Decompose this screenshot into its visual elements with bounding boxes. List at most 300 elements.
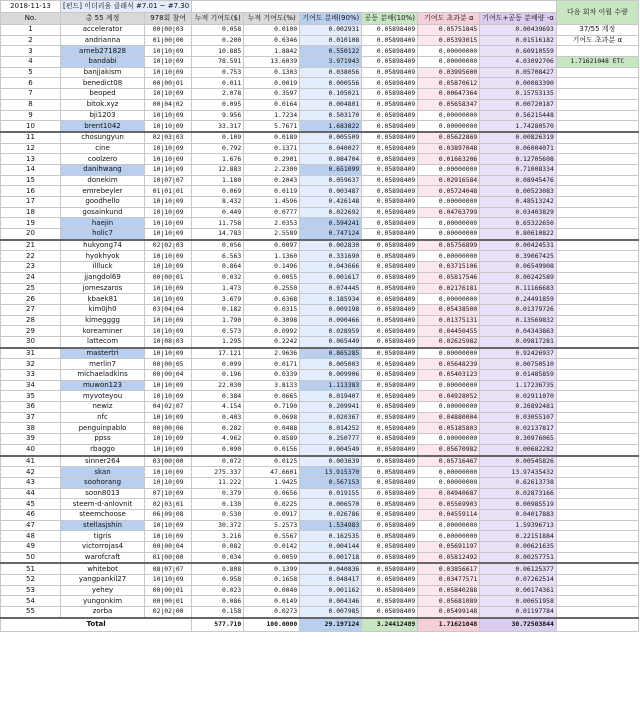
col-cum-pct[interactable]: 누적 기여도(%) — [244, 13, 300, 25]
cell-cum-usd[interactable]: 0.095 — [192, 99, 244, 110]
cell-cum-pct[interactable]: 0.0315 — [244, 304, 300, 315]
cell-cum-pct[interactable]: 0.0059 — [244, 552, 300, 563]
cell-combined[interactable]: 0.39067425 — [480, 251, 557, 262]
cell-excess[interactable]: 0.05185803 — [418, 423, 480, 434]
cell-common-share[interactable]: 0.05898409 — [362, 348, 418, 359]
cell-cum-usd[interactable]: 0.032 — [192, 272, 244, 283]
cell-cum-pct[interactable]: 0.3098 — [244, 315, 300, 326]
col-contrib-share[interactable]: 기여도 분배(90%) — [300, 13, 362, 25]
cell-excess[interactable]: 0.05658347 — [418, 99, 480, 110]
cell-no[interactable]: 47 — [1, 520, 61, 531]
cell-excess[interactable]: 0.05569903 — [418, 499, 480, 510]
cell-account[interactable]: kimegggg — [61, 315, 145, 326]
cell-excess[interactable]: 0.04450455 — [418, 326, 480, 337]
cell-attendance[interactable]: 10|10|09 — [145, 89, 192, 100]
cell-attendance[interactable]: 10|07|07 — [145, 175, 192, 186]
cell-cum-pct[interactable]: 0.0171 — [244, 359, 300, 370]
cell-cum-pct[interactable]: 0.0917 — [244, 509, 300, 520]
cell-combined[interactable]: 0.92426937 — [480, 348, 557, 359]
cell-no[interactable]: 23 — [1, 262, 61, 273]
cell-excess[interactable]: 0.05870612 — [418, 78, 480, 89]
cell-attendance[interactable]: 10|10|09 — [145, 283, 192, 294]
cell-contrib-share[interactable]: 0.250777 — [300, 434, 362, 445]
cell-account[interactable]: hukyong74 — [61, 240, 145, 251]
cell-cum-usd[interactable]: 30.372 — [192, 520, 244, 531]
cell-excess[interactable]: 0.05648239 — [418, 359, 480, 370]
cell-cum-usd[interactable]: 1.790 — [192, 315, 244, 326]
cell-excess[interactable]: 0.00000000 — [418, 531, 480, 542]
cell-excess[interactable]: 0.00000000 — [418, 46, 480, 57]
cell-excess[interactable]: 0.00000000 — [418, 348, 480, 359]
cell-excess[interactable]: 0.01375131 — [418, 315, 480, 326]
cell-common-share[interactable]: 0.05898409 — [362, 78, 418, 89]
cell-combined[interactable]: 1.59396713 — [480, 520, 557, 531]
cell-cum-pct[interactable]: 0.1496 — [244, 262, 300, 273]
cell-combined[interactable]: 0.05708427 — [480, 67, 557, 78]
cell-cum-pct[interactable]: 5.7671 — [244, 121, 300, 132]
cell-account[interactable]: haejin — [61, 218, 145, 229]
cell-cum-pct[interactable]: 0.0698 — [244, 412, 300, 423]
cell-excess[interactable]: 0.03995600 — [418, 67, 480, 78]
cell-common-share[interactable]: 0.05898409 — [362, 89, 418, 100]
cell-cum-pct[interactable]: 2.9636 — [244, 348, 300, 359]
cell-cum-usd[interactable]: 2.078 — [192, 89, 244, 100]
cell-combined[interactable]: 0.04017883 — [480, 509, 557, 520]
cell-no[interactable]: 17 — [1, 197, 61, 208]
cell-common-share[interactable]: 0.05898409 — [362, 46, 418, 57]
cell-cum-pct[interactable]: 0.0149 — [244, 596, 300, 607]
cell-combined[interactable]: 0.03403829 — [480, 207, 557, 218]
cell-cum-usd[interactable]: 8.432 — [192, 197, 244, 208]
cell-contrib-share[interactable]: 0.059637 — [300, 175, 362, 186]
cell-account[interactable]: tigris — [61, 531, 145, 542]
cell-combined[interactable]: 0.00424531 — [480, 240, 557, 251]
cell-attendance[interactable]: 10|10|09 — [145, 121, 192, 132]
cell-cum-pct[interactable]: 5.2573 — [244, 520, 300, 531]
cell-attendance[interactable]: 00|00|04 — [145, 542, 192, 553]
cell-common-share[interactable]: 0.05898409 — [362, 143, 418, 154]
cell-excess[interactable]: 0.00000000 — [418, 467, 480, 478]
cell-contrib-share[interactable]: 0.001718 — [300, 552, 362, 563]
cell-common-share[interactable]: 0.05898409 — [362, 575, 418, 586]
cell-common-share[interactable]: 0.05898409 — [362, 423, 418, 434]
cell-attendance[interactable]: 08|07|07 — [145, 563, 192, 574]
cell-cum-pct[interactable]: 0.7190 — [244, 402, 300, 413]
cell-account[interactable]: chosungyun — [61, 132, 145, 143]
cell-contrib-share[interactable]: 0.001617 — [300, 272, 362, 283]
cell-combined[interactable]: 0.00720187 — [480, 99, 557, 110]
cell-contrib-share[interactable]: 0.747124 — [300, 229, 362, 240]
cell-cum-usd[interactable]: 4.154 — [192, 402, 244, 413]
cell-account[interactable]: bitok.xyz — [61, 99, 145, 110]
cell-cum-usd[interactable]: 0.090 — [192, 444, 244, 455]
cell-cum-usd[interactable]: 10.885 — [192, 46, 244, 57]
cell-attendance[interactable]: 10|10|09 — [145, 218, 192, 229]
cell-attendance[interactable]: 10|10|09 — [145, 57, 192, 68]
cell-attendance[interactable]: 01|00|00 — [145, 552, 192, 563]
cell-cum-pct[interactable]: 0.1303 — [244, 67, 300, 78]
cell-account[interactable]: koreaminer — [61, 326, 145, 337]
cell-attendance[interactable]: 10|10|09 — [145, 229, 192, 240]
cell-attendance[interactable]: 07|10|09 — [145, 488, 192, 499]
cell-cum-pct[interactable]: 0.0189 — [244, 132, 300, 143]
cell-cum-usd[interactable]: 0.034 — [192, 552, 244, 563]
cell-combined[interactable]: 0.80610822 — [480, 229, 557, 240]
cell-account[interactable]: kim0jh0 — [61, 304, 145, 315]
cell-cum-pct[interactable]: 0.2242 — [244, 336, 300, 347]
cell-combined[interactable]: 0.00174361 — [480, 585, 557, 596]
cell-account[interactable]: michaeladkins — [61, 370, 145, 381]
cell-combined[interactable]: 0.03055107 — [480, 412, 557, 423]
cell-cum-pct[interactable]: 0.0097 — [244, 240, 300, 251]
cell-attendance[interactable]: 10|10|09 — [145, 67, 192, 78]
cell-attendance[interactable]: 10|10|09 — [145, 154, 192, 165]
cell-account[interactable]: kbaek81 — [61, 294, 145, 305]
cell-excess[interactable]: 0.05393015 — [418, 35, 480, 46]
cell-attendance[interactable]: 10|10|09 — [145, 520, 192, 531]
cell-common-share[interactable]: 0.05898409 — [362, 251, 418, 262]
cell-common-share[interactable]: 0.05898409 — [362, 402, 418, 413]
cell-cum-usd[interactable]: 1.676 — [192, 154, 244, 165]
cell-cum-usd[interactable]: 0.011 — [192, 78, 244, 89]
cell-no[interactable]: 16 — [1, 186, 61, 197]
cell-cum-usd[interactable]: 0.403 — [192, 412, 244, 423]
cell-account[interactable]: ppss — [61, 434, 145, 445]
cell-cum-pct[interactable]: 1.4596 — [244, 197, 300, 208]
cell-no[interactable]: 50 — [1, 552, 61, 563]
cell-cum-pct[interactable]: 0.0777 — [244, 207, 300, 218]
cell-contrib-share[interactable]: 0.048417 — [300, 575, 362, 586]
cell-attendance[interactable]: 00|00|01 — [145, 585, 192, 596]
cell-common-share[interactable]: 0.05898409 — [362, 499, 418, 510]
cell-account[interactable]: banjjakism — [61, 67, 145, 78]
cell-common-share[interactable]: 0.05898409 — [362, 607, 418, 618]
cell-cum-pct[interactable]: 0.6368 — [244, 294, 300, 305]
cell-common-share[interactable]: 0.05898409 — [362, 132, 418, 143]
total-cum-pct[interactable]: 100.0000 — [244, 618, 300, 632]
cell-cum-pct[interactable]: 0.0156 — [244, 444, 300, 455]
cell-excess[interactable]: 0.02916584 — [418, 175, 480, 186]
cell-combined[interactable]: 0.22151884 — [480, 531, 557, 542]
cell-account[interactable]: arneb271828 — [61, 46, 145, 57]
cell-combined[interactable]: 0.56215448 — [480, 110, 557, 121]
cell-combined[interactable]: 1.17236735 — [480, 380, 557, 391]
cell-combined[interactable]: 0.01379726 — [480, 304, 557, 315]
cell-excess[interactable]: 0.00000000 — [418, 121, 480, 132]
cell-common-share[interactable]: 0.05898409 — [362, 121, 418, 132]
cell-cum-pct[interactable]: 0.1658 — [244, 575, 300, 586]
cell-combined[interactable]: 0.07262514 — [480, 575, 557, 586]
cell-attendance[interactable]: 10|10|09 — [145, 391, 192, 402]
cell-cum-pct[interactable]: 0.0656 — [244, 488, 300, 499]
cell-no[interactable]: 14 — [1, 164, 61, 175]
cell-common-share[interactable]: 0.05898409 — [362, 596, 418, 607]
cell-contrib-share[interactable]: 0.065449 — [300, 336, 362, 347]
cell-common-share[interactable]: 0.05898409 — [362, 585, 418, 596]
cell-attendance[interactable]: 00|00|05 — [145, 359, 192, 370]
cell-account[interactable]: stellasjshin — [61, 520, 145, 531]
cell-account[interactable]: merlin7 — [61, 359, 145, 370]
total-combined[interactable]: 30.72503844 — [480, 618, 557, 632]
cell-cum-pct[interactable]: 0.0125 — [244, 456, 300, 467]
cell-attendance[interactable]: 10|10|09 — [145, 207, 192, 218]
cell-excess[interactable]: 0.05840288 — [418, 585, 480, 596]
cell-account[interactable]: soohorang — [61, 477, 145, 488]
cell-contrib-share[interactable]: 0.043666 — [300, 262, 362, 273]
cell-combined[interactable]: 0.12705608 — [480, 154, 557, 165]
cell-attendance[interactable]: 10|10|09 — [145, 575, 192, 586]
cell-no[interactable]: 41 — [1, 456, 61, 467]
cell-combined[interactable]: 0.06549908 — [480, 262, 557, 273]
cell-excess[interactable]: 0.05403123 — [418, 370, 480, 381]
cell-excess[interactable]: 0.05438500 — [418, 304, 480, 315]
cell-combined[interactable]: 0.00750510 — [480, 359, 557, 370]
cell-combined[interactable]: 0.01516182 — [480, 35, 557, 46]
cell-excess[interactable]: 0.04940687 — [418, 488, 480, 499]
cell-no[interactable]: 28 — [1, 315, 61, 326]
cell-contrib-share[interactable]: 13.915370 — [300, 467, 362, 478]
cell-common-share[interactable]: 0.05898409 — [362, 542, 418, 553]
cell-excess[interactable]: 0.05670982 — [418, 444, 480, 455]
cell-contrib-share[interactable]: 0.004346 — [300, 596, 362, 607]
cell-combined[interactable]: 0.11166683 — [480, 283, 557, 294]
cell-combined[interactable]: 0.00242589 — [480, 272, 557, 283]
cell-cum-usd[interactable]: 11.222 — [192, 477, 244, 488]
cell-cum-pct[interactable]: 0.0273 — [244, 607, 300, 618]
cell-cum-usd[interactable]: 0.808 — [192, 563, 244, 574]
cell-cum-pct[interactable]: 1.7234 — [244, 110, 300, 121]
cell-cum-usd[interactable]: 78.591 — [192, 57, 244, 68]
cell-contrib-share[interactable]: 0.550122 — [300, 46, 362, 57]
cell-account[interactable]: beoped — [61, 89, 145, 100]
cell-account[interactable]: lattecom — [61, 336, 145, 347]
cell-account[interactable]: warofcraft — [61, 552, 145, 563]
cell-attendance[interactable]: 03|04|04 — [145, 304, 192, 315]
cell-common-share[interactable]: 0.05898409 — [362, 488, 418, 499]
cell-attendance[interactable]: 10|10|09 — [145, 477, 192, 488]
cell-contrib-share[interactable]: 0.651099 — [300, 164, 362, 175]
cell-common-share[interactable]: 0.05898409 — [362, 229, 418, 240]
cell-cum-pct[interactable]: 0.1371 — [244, 143, 300, 154]
cell-attendance[interactable]: 00|00|01 — [145, 272, 192, 283]
cell-no[interactable]: 43 — [1, 477, 61, 488]
cell-contrib-share[interactable]: 0.003487 — [300, 186, 362, 197]
cell-account[interactable]: brent1042 — [61, 121, 145, 132]
cell-no[interactable]: 44 — [1, 488, 61, 499]
cell-common-share[interactable]: 0.05898409 — [362, 370, 418, 381]
cell-no[interactable]: 9 — [1, 110, 61, 121]
cell-no[interactable]: 36 — [1, 402, 61, 413]
cell-excess[interactable]: 0.05716467 — [418, 456, 480, 467]
cell-attendance[interactable]: 10|10|09 — [145, 197, 192, 208]
cell-cum-pct[interactable]: 0.8589 — [244, 434, 300, 445]
cell-account[interactable]: zorba — [61, 607, 145, 618]
cell-cum-usd[interactable]: 0.069 — [192, 186, 244, 197]
cell-excess[interactable]: 0.00000000 — [418, 520, 480, 531]
cell-excess[interactable]: 0.05724048 — [418, 186, 480, 197]
cell-contrib-share[interactable]: 0.331690 — [300, 251, 362, 262]
cell-contrib-share[interactable]: 0.019407 — [300, 391, 362, 402]
cell-excess[interactable]: 0.05622869 — [418, 132, 480, 143]
cell-account[interactable]: coolzero — [61, 154, 145, 165]
cell-excess[interactable]: 0.05817546 — [418, 272, 480, 283]
cell-account[interactable]: steemchoose — [61, 509, 145, 520]
cell-excess[interactable]: 0.00000000 — [418, 380, 480, 391]
cell-account[interactable]: steem-d-anlovnit — [61, 499, 145, 510]
cell-attendance[interactable]: 10|10|09 — [145, 110, 192, 121]
cell-no[interactable]: 18 — [1, 207, 61, 218]
cell-common-share[interactable]: 0.05898409 — [362, 315, 418, 326]
cell-contrib-share[interactable]: 0.002931 — [300, 25, 362, 36]
cell-cum-pct[interactable]: 0.5567 — [244, 531, 300, 542]
cell-no[interactable]: 6 — [1, 78, 61, 89]
cell-contrib-share[interactable]: 0.105021 — [300, 89, 362, 100]
cell-attendance[interactable]: 10|10|09 — [145, 262, 192, 273]
cell-combined[interactable]: 0.06004071 — [480, 143, 557, 154]
cell-excess[interactable]: 0.03897048 — [418, 143, 480, 154]
cell-cum-usd[interactable]: 0.196 — [192, 370, 244, 381]
cell-attendance[interactable]: 10|10|09 — [145, 380, 192, 391]
total-cum-usd[interactable]: 577.710 — [192, 618, 244, 632]
cell-common-share[interactable]: 0.05898409 — [362, 456, 418, 467]
cell-common-share[interactable]: 0.05898409 — [362, 25, 418, 36]
cell-contrib-share[interactable]: 0.594241 — [300, 218, 362, 229]
cell-combined[interactable]: 0.65322650 — [480, 218, 557, 229]
cell-excess[interactable]: 0.05681089 — [418, 596, 480, 607]
cell-account[interactable]: myvoteyou — [61, 391, 145, 402]
cell-cum-usd[interactable]: 14.783 — [192, 229, 244, 240]
cell-common-share[interactable]: 0.05898409 — [362, 467, 418, 478]
total-label[interactable]: Total — [1, 618, 192, 632]
cell-common-share[interactable]: 0.05898409 — [362, 434, 418, 445]
cell-combined[interactable]: 0.02911070 — [480, 391, 557, 402]
cell-account[interactable]: jjangdol69 — [61, 272, 145, 283]
cell-cum-pct[interactable]: 13.6039 — [244, 57, 300, 68]
cell-contrib-share[interactable]: 0.040027 — [300, 143, 362, 154]
cell-attendance[interactable]: 10|10|09 — [145, 46, 192, 57]
cell-cum-usd[interactable]: 275.337 — [192, 467, 244, 478]
cell-cum-pct[interactable]: 0.0992 — [244, 326, 300, 337]
cell-combined[interactable]: 0.00826319 — [480, 132, 557, 143]
cell-contrib-share[interactable]: 0.009198 — [300, 304, 362, 315]
cell-cum-usd[interactable]: 0.958 — [192, 575, 244, 586]
cell-combined[interactable]: 0.00985519 — [480, 499, 557, 510]
cell-account[interactable]: yangpankil27 — [61, 575, 145, 586]
cell-common-share[interactable]: 0.05898409 — [362, 35, 418, 46]
cell-cum-pct[interactable]: 0.0488 — [244, 423, 300, 434]
cell-no[interactable]: 27 — [1, 304, 61, 315]
cell-contrib-share[interactable]: 0.040836 — [300, 563, 362, 574]
cell-attendance[interactable]: 10|10|09 — [145, 444, 192, 455]
cell-no[interactable]: 32 — [1, 359, 61, 370]
cell-excess[interactable]: 0.00000000 — [418, 402, 480, 413]
cell-contrib-share[interactable]: 0.005509 — [300, 132, 362, 143]
cell-account[interactable]: cine — [61, 143, 145, 154]
cell-excess[interactable]: 0.01663206 — [418, 154, 480, 165]
cell-excess[interactable]: 0.00000000 — [418, 110, 480, 121]
cell-cum-pct[interactable]: 0.2901 — [244, 154, 300, 165]
cell-no[interactable]: 53 — [1, 585, 61, 596]
col-attendance[interactable]: 978회 참여 — [145, 13, 192, 25]
cell-attendance[interactable]: 00|00|03 — [145, 25, 192, 36]
cell-common-share[interactable]: 0.05898409 — [362, 391, 418, 402]
cell-attendance[interactable]: 02|02|03 — [145, 240, 192, 251]
cell-combined[interactable]: 0.00682282 — [480, 444, 557, 455]
cell-account[interactable]: bandabi — [61, 57, 145, 68]
cell-contrib-share[interactable]: 0.004801 — [300, 99, 362, 110]
cell-common-share[interactable]: 0.05898409 — [362, 304, 418, 315]
cell-attendance[interactable]: 00|00|01 — [145, 78, 192, 89]
cell-account[interactable]: whitebot — [61, 563, 145, 574]
cell-no[interactable]: 35 — [1, 391, 61, 402]
cell-cum-usd[interactable]: 6.563 — [192, 251, 244, 262]
cell-contrib-share[interactable]: 0.010108 — [300, 35, 362, 46]
cell-cum-usd[interactable]: 0.086 — [192, 596, 244, 607]
cell-excess[interactable]: 0.03477571 — [418, 575, 480, 586]
date-cell[interactable]: 2018-11-13 — [1, 1, 61, 13]
cell-contrib-share[interactable]: 0.003639 — [300, 456, 362, 467]
cell-common-share[interactable]: 0.05898409 — [362, 262, 418, 273]
cell-common-share[interactable]: 0.05898409 — [362, 110, 418, 121]
cell-excess[interactable]: 0.04559114 — [418, 509, 480, 520]
cell-combined[interactable]: 1.74280570 — [480, 121, 557, 132]
cell-contrib-share[interactable]: 0.084704 — [300, 154, 362, 165]
cell-excess[interactable]: 0.00000000 — [418, 477, 480, 488]
cell-cum-usd[interactable]: 0.082 — [192, 542, 244, 553]
cell-contrib-share[interactable]: 1.113383 — [300, 380, 362, 391]
cell-cum-pct[interactable]: 2.5589 — [244, 229, 300, 240]
col-no[interactable]: No. — [1, 13, 61, 25]
cell-combined[interactable]: 0.08945476 — [480, 175, 557, 186]
cell-account[interactable]: jomeszaros — [61, 283, 145, 294]
cell-contrib-share[interactable]: 0.503170 — [300, 110, 362, 121]
cell-combined[interactable]: 0.62613738 — [480, 477, 557, 488]
cell-attendance[interactable]: 10|10|09 — [145, 531, 192, 542]
cell-cum-usd[interactable]: 0.449 — [192, 207, 244, 218]
cell-contrib-share[interactable]: 0.019155 — [300, 488, 362, 499]
cell-account[interactable]: bji1203 — [61, 110, 145, 121]
cell-common-share[interactable]: 0.05898409 — [362, 336, 418, 347]
cell-attendance[interactable]: 01|00|00 — [145, 35, 192, 46]
cell-no[interactable]: 11 — [1, 132, 61, 143]
col-excess[interactable]: 기여도 초과분 α — [418, 13, 480, 25]
cell-attendance[interactable]: 10|10|09 — [145, 315, 192, 326]
cell-combined[interactable]: 0.00439693 — [480, 25, 557, 36]
cell-no[interactable]: 38 — [1, 423, 61, 434]
cell-combined[interactable]: 0.60910559 — [480, 46, 557, 57]
col-cum-usd[interactable]: 누적 기여도($) — [192, 13, 244, 25]
cell-cum-usd[interactable]: 0.158 — [192, 607, 244, 618]
title-cell[interactable]: [펀드] 이더리움 클래식 #7.01 ~ #7.30 — [61, 1, 192, 13]
cell-combined[interactable]: 0.00621635 — [480, 542, 557, 553]
cell-no[interactable]: 49 — [1, 542, 61, 553]
cell-excess[interactable]: 0.00000000 — [418, 164, 480, 175]
cell-cum-usd[interactable]: 0.573 — [192, 326, 244, 337]
cell-cum-pct[interactable]: 0.0164 — [244, 99, 300, 110]
cell-no[interactable]: 34 — [1, 380, 61, 391]
cell-attendance[interactable]: 10|10|09 — [145, 326, 192, 337]
cell-attendance[interactable]: 03|00|00 — [145, 456, 192, 467]
cell-attendance[interactable]: 00|00|06 — [145, 423, 192, 434]
cell-contrib-share[interactable]: 0.185934 — [300, 294, 362, 305]
cell-no[interactable]: 51 — [1, 563, 61, 574]
cell-attendance[interactable]: 10|10|09 — [145, 434, 192, 445]
cell-excess[interactable]: 0.00000000 — [418, 197, 480, 208]
cell-cum-pct[interactable]: 0.2550 — [244, 283, 300, 294]
cell-cum-pct[interactable]: 0.2043 — [244, 175, 300, 186]
cell-contrib-share[interactable]: 0.007985 — [300, 607, 362, 618]
cell-attendance[interactable]: 10|10|09 — [145, 251, 192, 262]
